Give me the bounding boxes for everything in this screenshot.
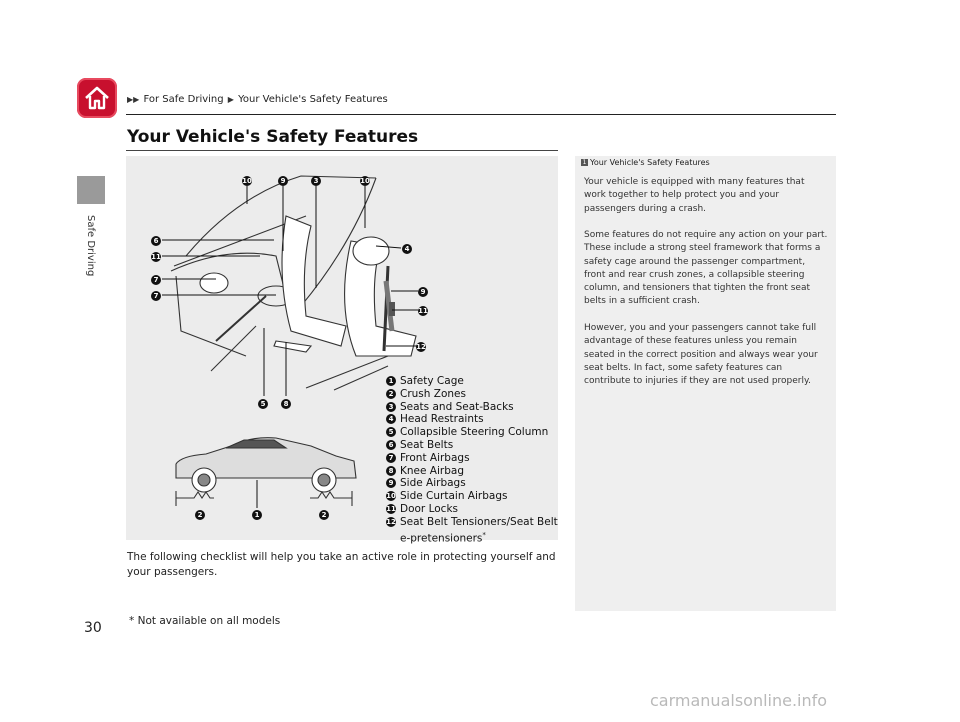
callout-badge: 4 — [402, 244, 412, 254]
callout-badge: 9 — [278, 176, 288, 186]
body-paragraph: The following checklist will help you take an active role in protecting yourself and your passengers. — [127, 551, 556, 578]
home-icon — [83, 84, 111, 112]
footnote: * Not available on all models — [129, 615, 281, 627]
dashboard — [171, 253, 286, 296]
triangle-right-icon: ▶▶ — [127, 95, 140, 104]
callout-badge: 5 — [258, 399, 268, 409]
page-number: 30 — [84, 620, 102, 636]
callout-badge: 8 — [281, 399, 291, 409]
legend-item: 9 Side Airbags — [386, 477, 558, 490]
pedal-area — [211, 326, 256, 371]
front-seat — [282, 216, 346, 346]
floor-line-2 — [334, 366, 388, 390]
callout-badge: 12 — [416, 343, 426, 351]
door-lock — [389, 302, 395, 316]
legend-item: 8 Knee Airbag — [386, 465, 558, 478]
callout-badge: 11 — [151, 253, 161, 261]
callout-badge: 2 — [195, 510, 205, 520]
breadcrumb-item[interactable]: For Safe Driving — [143, 94, 224, 105]
callout-badge: 7 — [151, 291, 161, 301]
legend-item: 3 Seats and Seat-Backs — [386, 401, 558, 414]
figure-legend — [386, 375, 558, 544]
triangle-right-icon: ▶ — [227, 95, 234, 104]
note-number-icon: 1 — [582, 159, 587, 166]
callout-badge: 10 — [242, 177, 252, 185]
home-button[interactable] — [77, 78, 117, 118]
callout-badge: 6 — [151, 236, 161, 246]
car-side-illustration — [176, 438, 356, 506]
legend-item: 10 Side Curtain Airbags — [386, 490, 508, 503]
callout-badge: 1 — [252, 510, 262, 520]
note-paragraph: Your vehicle is equipped with many features that work together to help protect you and your passengers during a crash. — [584, 177, 805, 214]
side-label: Safe Driving — [85, 215, 96, 277]
steering-column — [216, 296, 266, 341]
page-title: Your Vehicle's Safety Features — [127, 127, 419, 147]
breadcrumb-item[interactable]: Your Vehicle's Safety Features — [238, 94, 388, 105]
header-divider — [126, 114, 836, 115]
legend-item: 6 Seat Belts — [386, 439, 558, 452]
roof-line — [186, 176, 376, 256]
callout-badge: 9 — [418, 287, 428, 297]
footnote-asterisk[interactable]: * — [482, 530, 486, 539]
callout-badge: 7 — [151, 275, 161, 285]
legend-item: 5 Collapsible Steering Column — [386, 426, 558, 439]
legend-item: 1 Safety Cage — [386, 375, 558, 388]
legend-continuation: e-pretensioners* — [400, 530, 486, 545]
watermark: carmanualsonline.info — [650, 691, 828, 710]
legend-item: 2 Crush Zones — [386, 388, 558, 401]
legend-item: 7 Front Airbags — [386, 452, 558, 465]
knee-airbag — [274, 341, 311, 352]
note-heading: 1 Your Vehicle's Safety Features — [582, 158, 710, 167]
legend-item: 12 Seat Belt Tensioners/Seat Belt — [386, 515, 558, 528]
callout-badge: 11 — [418, 307, 428, 315]
legend-item: 4 Head Restraints — [386, 413, 558, 426]
front-airbag-shape — [200, 273, 228, 293]
legend-item: 11 Door Locks — [386, 502, 459, 515]
note-paragraph: However, you and your passengers cannot take full advantage of these features unless you remain seated in the correct position and always wear your seat belts. In fact, some safety features can contribute to injuries if they are not used properly. — [584, 323, 818, 387]
head-restraint — [353, 237, 389, 265]
breadcrumb — [126, 94, 388, 105]
callout-badge: 10 — [360, 177, 370, 185]
note-paragraph: Some features do not require any action on your part. These include a strong steel framework that forms a safety cage around the passenger compartment, front and rear crush zones, a collapsible steering column, and tensioners that tighten the front seat belts in a sufficient crash. — [584, 230, 828, 307]
section-tab — [77, 176, 105, 204]
title-divider — [126, 150, 558, 151]
callout-badge: 2 — [319, 510, 329, 520]
callout-badge: 3 — [311, 176, 321, 186]
